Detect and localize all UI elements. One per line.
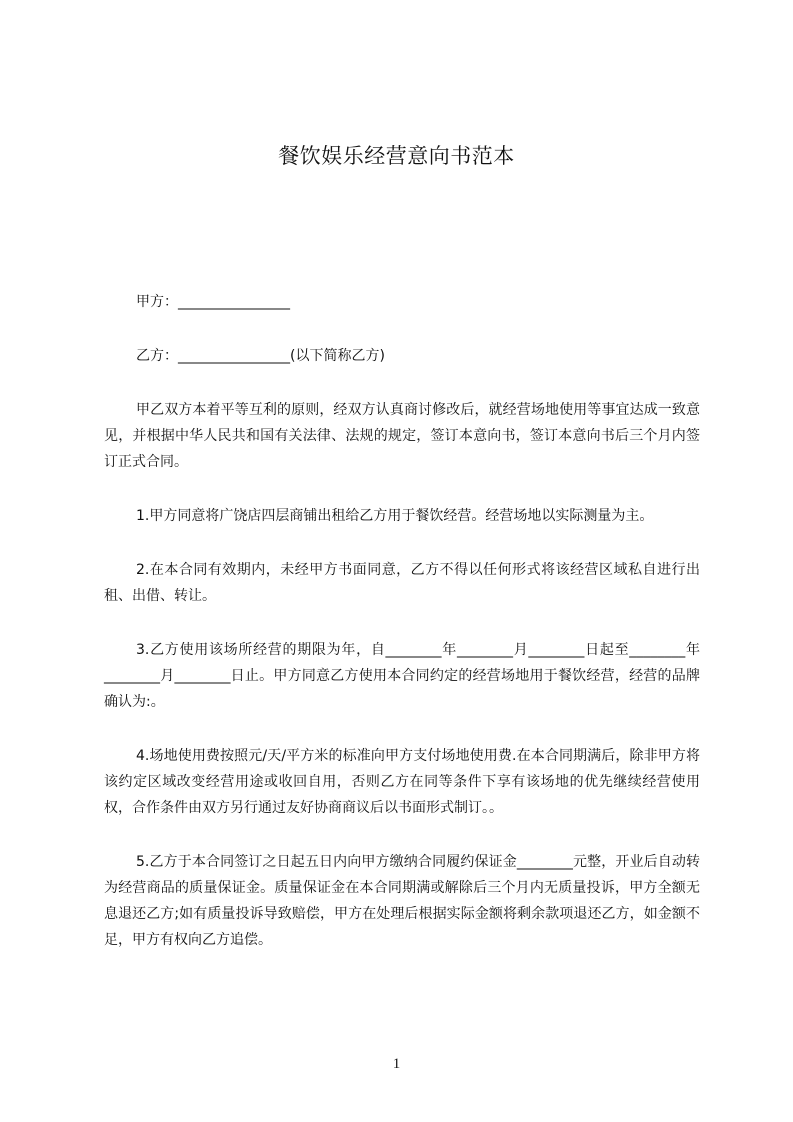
document-title: 餐饮娱乐经营意向书范本 [278, 144, 515, 168]
clause-2: 2.在本合同有效期内，未经甲方书面同意，乙方不得以任何形式将该经营区域私自进行出租、出借、转让。 [104, 562, 700, 604]
clause-4: 4.场地使用费按照元/天/平方米的标准向甲方支付场地使用费.在本合同期满后，除非甲方将该约定区域改变经营用途或收回自用，否则乙方在同等条件下享有该场地的优先继续经营使用权，合作条件由双方另行通过友好协商商议后以书面形式制订。。 [104, 748, 700, 816]
clause-1: 1.甲方同意将广饶店四层商铺出租给乙方用于餐饮经营。经营场地以实际测量为主。 [136, 508, 654, 524]
clause-3: 3.乙方使用该场所经营的期限为年，自________年________月________日起至________年________月________日止。甲方同意乙方使用本合同约定的经营场地用于餐饮经营，经营的品牌确认为:。 [104, 642, 700, 710]
party-b-line: 乙方：________________(以下简称乙方) [136, 348, 385, 364]
intro-paragraph: 甲乙双方本着平等互利的原则，经双方认真商讨修改后，就经营场地使用等事宜达成一致意见，并根据中华人民共和国有关法律、法规的规定，签订本意向书，签订本意向书后三个月内签订正式合同。 [104, 402, 700, 470]
page-number: 1 [392, 1056, 401, 1072]
party-a-line: 甲方：________________ [136, 294, 290, 310]
document-body [104, 289, 700, 981]
clause-5: 5.乙方于本合同签订之日起五日内向甲方缴纳合同履约保证金________元整，开业后自动转为经营商品的质量保证金。质量保证金在本合同期满或解除后三个月内无质量投诉，甲方全额无息退还乙方;如有质量投诉导致赔偿，甲方在处理后根据实际金额将剩余款项退还乙方，如金额不足，甲方有权向乙方追偿。 [104, 854, 700, 948]
